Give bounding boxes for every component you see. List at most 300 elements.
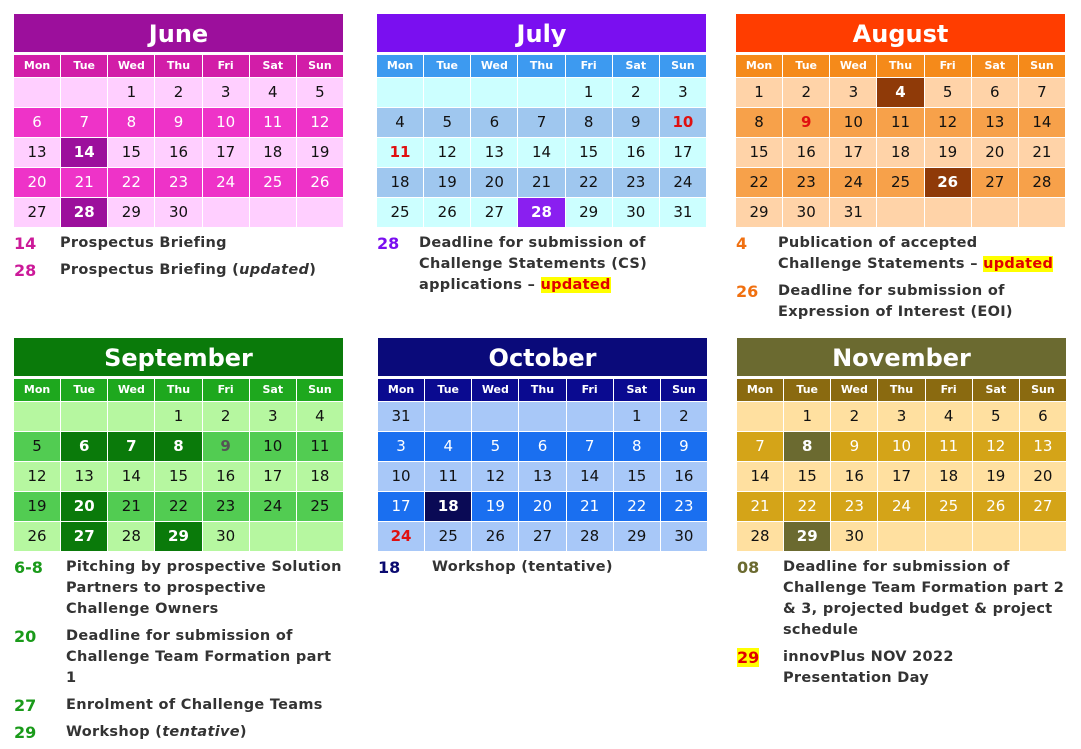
day-cell: 31: [830, 198, 876, 227]
weekday-header: Wed: [472, 379, 518, 401]
day-cell: 26: [14, 522, 60, 551]
day-cell: 12: [925, 108, 971, 137]
day-cell: [250, 198, 296, 227]
note-item: [14, 233, 343, 254]
day-cell: 19: [424, 168, 470, 197]
weekday-header: Wed: [471, 55, 517, 77]
weekday-header: Fri: [567, 379, 613, 401]
day-cell: [297, 522, 343, 551]
day-cell: 23: [613, 168, 659, 197]
day-cell: 16: [155, 138, 201, 167]
day-cell: 10: [660, 108, 706, 137]
month-title: August: [736, 14, 1065, 52]
day-cell: 19: [472, 492, 518, 521]
day-cell: 29: [614, 522, 660, 551]
day-cell: 6: [1020, 402, 1066, 431]
day-cell: 17: [250, 462, 296, 491]
day-cell: 1: [736, 78, 782, 107]
day-cell: 13: [14, 138, 60, 167]
day-cell: 6: [519, 432, 565, 461]
weekday-header: Sun: [1020, 379, 1066, 401]
calendar-grid: [14, 379, 343, 551]
note-date: 4: [736, 234, 748, 253]
day-cell: 7: [567, 432, 613, 461]
day-cell: 8: [108, 108, 154, 137]
day-cell: 30: [831, 522, 877, 551]
day-cell: [377, 78, 423, 107]
day-cell: 24: [878, 492, 924, 521]
day-cell: 16: [203, 462, 249, 491]
month-october: [378, 338, 707, 584]
day-cell: 7: [518, 108, 564, 137]
weekday-header: Sun: [1019, 55, 1065, 77]
note-text: innovPlus NOV 2022 Presentation Day: [783, 649, 954, 686]
weekday-header: Mon: [14, 55, 60, 77]
weekday-header: Fri: [566, 55, 612, 77]
note-text: tentative: [162, 724, 240, 740]
day-cell: 27: [972, 168, 1018, 197]
day-cell: [567, 402, 613, 431]
day-cell: [250, 522, 296, 551]
day-cell: 28: [567, 522, 613, 551]
day-cell: 4: [297, 402, 343, 431]
day-cell: 10: [830, 108, 876, 137]
weekday-header: Wed: [831, 379, 877, 401]
day-cell: 24: [660, 168, 706, 197]
day-cell: 20: [14, 168, 60, 197]
day-cell: 22: [784, 492, 830, 521]
note-item: [377, 233, 706, 296]
day-cell: 28: [61, 198, 107, 227]
weekday-header: Tue: [425, 379, 471, 401]
note-date: 20: [14, 627, 37, 646]
note-date: 14: [14, 234, 37, 253]
day-cell: 21: [108, 492, 154, 521]
day-cell: 24: [250, 492, 296, 521]
day-cell: 5: [424, 108, 470, 137]
day-cell: 14: [737, 462, 783, 491]
day-cell: 10: [203, 108, 249, 137]
day-cell: 2: [613, 78, 659, 107]
day-cell: 17: [878, 462, 924, 491]
day-cell: 2: [203, 402, 249, 431]
day-cell: 9: [783, 108, 829, 137]
weekday-header: Sun: [297, 379, 343, 401]
day-cell: [519, 402, 565, 431]
day-cell: 20: [519, 492, 565, 521]
weekday-header: Wed: [830, 55, 876, 77]
day-cell: 12: [472, 462, 518, 491]
day-cell: 29: [566, 198, 612, 227]
day-cell: 27: [1020, 492, 1066, 521]
note-date: 28: [377, 234, 400, 253]
weekday-header: Fri: [203, 55, 249, 77]
weekday-header: Tue: [783, 55, 829, 77]
day-cell: 16: [661, 462, 707, 491]
note-item: [737, 557, 1066, 641]
month-august: [736, 14, 1065, 329]
calendar-grid: [736, 55, 1065, 227]
day-cell: 16: [613, 138, 659, 167]
day-cell: 2: [783, 78, 829, 107]
day-cell: 11: [377, 138, 423, 167]
day-cell: 5: [973, 402, 1019, 431]
weekday-header: Mon: [737, 379, 783, 401]
day-cell: 10: [250, 432, 296, 461]
weekday-header: Thu: [155, 379, 201, 401]
day-cell: 1: [614, 402, 660, 431]
note-item: [14, 557, 343, 620]
day-cell: 11: [297, 432, 343, 461]
day-cell: 4: [250, 78, 296, 107]
day-cell: 5: [297, 78, 343, 107]
day-cell: 26: [973, 492, 1019, 521]
day-cell: 12: [973, 432, 1019, 461]
day-cell: 4: [877, 78, 923, 107]
calendar-grid: [737, 379, 1066, 551]
note-date: 6-8: [14, 558, 43, 577]
month-notes: [377, 233, 706, 296]
day-cell: 1: [566, 78, 612, 107]
note-date: 08: [737, 558, 760, 577]
day-cell: [14, 78, 60, 107]
weekday-header: Sat: [613, 55, 659, 77]
note-item: [736, 281, 1065, 323]
day-cell: 29: [736, 198, 782, 227]
day-cell: 27: [471, 198, 517, 227]
day-cell: 18: [877, 138, 923, 167]
month-notes: [737, 557, 1066, 689]
day-cell: 23: [661, 492, 707, 521]
weekday-header: Sat: [972, 55, 1018, 77]
weekday-header: Thu: [878, 379, 924, 401]
day-cell: 26: [297, 168, 343, 197]
weekday-header: Thu: [518, 55, 564, 77]
note-item: [736, 233, 1065, 275]
day-cell: 10: [878, 432, 924, 461]
day-cell: 5: [14, 432, 60, 461]
note-item: [14, 626, 343, 689]
note-text: ): [309, 262, 317, 278]
note-date: 29: [737, 648, 760, 667]
weekday-header: Sat: [250, 379, 296, 401]
day-cell: 9: [155, 108, 201, 137]
day-cell: 16: [783, 138, 829, 167]
day-cell: 15: [784, 462, 830, 491]
month-notes: [736, 233, 1065, 323]
note-date: 26: [736, 282, 759, 301]
note-text: updated: [239, 262, 310, 278]
weekday-header: Wed: [108, 55, 154, 77]
weekday-header: Fri: [925, 55, 971, 77]
day-cell: 3: [203, 78, 249, 107]
day-cell: [877, 198, 923, 227]
day-cell: 18: [377, 168, 423, 197]
day-cell: 21: [737, 492, 783, 521]
day-cell: 22: [108, 168, 154, 197]
day-cell: 2: [155, 78, 201, 107]
day-cell: 8: [614, 432, 660, 461]
day-cell: 1: [108, 78, 154, 107]
calendar-grid: [14, 55, 343, 227]
day-cell: 29: [108, 198, 154, 227]
weekday-header: Fri: [926, 379, 972, 401]
day-cell: 18: [297, 462, 343, 491]
day-cell: 11: [425, 462, 471, 491]
note-date: 27: [14, 696, 37, 715]
day-cell: [1020, 522, 1066, 551]
day-cell: 11: [877, 108, 923, 137]
day-cell: 13: [61, 462, 107, 491]
weekday-header: Mon: [14, 379, 60, 401]
day-cell: 14: [1019, 108, 1065, 137]
month-title: September: [14, 338, 343, 376]
note-item: [14, 722, 343, 743]
day-cell: [425, 402, 471, 431]
note-text: Enrolment of Challenge Teams: [66, 697, 323, 713]
calendar-grid: [378, 379, 707, 551]
day-cell: 7: [737, 432, 783, 461]
day-cell: 23: [783, 168, 829, 197]
weekday-header: Thu: [877, 55, 923, 77]
day-cell: 3: [378, 432, 424, 461]
weekday-header: Fri: [203, 379, 249, 401]
month-title: October: [378, 338, 707, 376]
weekday-header: Sun: [661, 379, 707, 401]
day-cell: 14: [61, 138, 107, 167]
day-cell: 27: [519, 522, 565, 551]
day-cell: 6: [471, 108, 517, 137]
day-cell: 8: [784, 432, 830, 461]
day-cell: 15: [108, 138, 154, 167]
day-cell: 9: [203, 432, 249, 461]
note-text: Deadline for submission of Challenge Team Formation part 1: [66, 628, 332, 686]
note-text: ): [239, 724, 247, 740]
day-cell: 30: [155, 198, 201, 227]
month-notes: [14, 557, 343, 743]
month-title: June: [14, 14, 343, 52]
day-cell: 26: [925, 168, 971, 197]
day-cell: 28: [518, 198, 564, 227]
note-text: Deadline for submission of Expression of Interest (EOI): [778, 283, 1013, 320]
day-cell: 11: [926, 432, 972, 461]
day-cell: 6: [972, 78, 1018, 107]
day-cell: 21: [61, 168, 107, 197]
day-cell: 27: [61, 522, 107, 551]
day-cell: 20: [61, 492, 107, 521]
day-cell: 13: [519, 462, 565, 491]
weekday-header: Wed: [108, 379, 154, 401]
day-cell: 14: [567, 462, 613, 491]
note-item: [14, 260, 343, 281]
day-cell: [14, 402, 60, 431]
weekday-header: Tue: [61, 55, 107, 77]
weekday-header: Tue: [784, 379, 830, 401]
day-cell: 22: [614, 492, 660, 521]
month-notes: [378, 557, 707, 578]
day-cell: 12: [424, 138, 470, 167]
day-cell: 20: [1020, 462, 1066, 491]
weekday-header: Mon: [377, 55, 423, 77]
day-cell: 1: [784, 402, 830, 431]
day-cell: [925, 198, 971, 227]
day-cell: [972, 198, 1018, 227]
day-cell: 25: [250, 168, 296, 197]
note-date: 29: [14, 723, 37, 742]
day-cell: 9: [661, 432, 707, 461]
weekday-header: Thu: [519, 379, 565, 401]
day-cell: 6: [14, 108, 60, 137]
day-cell: [297, 198, 343, 227]
day-cell: 4: [425, 432, 471, 461]
month-title: July: [377, 14, 706, 52]
day-cell: 30: [613, 198, 659, 227]
day-cell: 26: [424, 198, 470, 227]
day-cell: 17: [660, 138, 706, 167]
note-item: [378, 557, 707, 578]
day-cell: 20: [471, 168, 517, 197]
note-text: Workshop (tentative): [432, 559, 613, 575]
day-cell: 3: [830, 78, 876, 107]
day-cell: [471, 78, 517, 107]
day-cell: 3: [660, 78, 706, 107]
day-cell: 30: [661, 522, 707, 551]
day-cell: 24: [203, 168, 249, 197]
weekday-header: Tue: [424, 55, 470, 77]
note-item: [14, 695, 343, 716]
note-text: Workshop (: [66, 724, 163, 740]
day-cell: 29: [784, 522, 830, 551]
day-cell: 30: [203, 522, 249, 551]
month-june: [14, 14, 343, 287]
note-text: Prospectus Briefing: [60, 235, 227, 251]
day-cell: 16: [831, 462, 877, 491]
weekday-header: Sat: [973, 379, 1019, 401]
day-cell: 2: [831, 402, 877, 431]
weekday-header: Sat: [250, 55, 296, 77]
day-cell: 23: [155, 168, 201, 197]
day-cell: 13: [1020, 432, 1066, 461]
day-cell: 22: [566, 168, 612, 197]
note-text: Prospectus Briefing (: [60, 262, 240, 278]
day-cell: [926, 522, 972, 551]
day-cell: 25: [297, 492, 343, 521]
note-text: Deadline for submission of Challenge Statements (CS) applications –: [419, 235, 648, 293]
day-cell: 27: [14, 198, 60, 227]
month-september: [14, 338, 343, 749]
updated-badge: updated: [540, 277, 611, 293]
day-cell: 10: [378, 462, 424, 491]
day-cell: 19: [925, 138, 971, 167]
day-cell: 7: [61, 108, 107, 137]
day-cell: 20: [972, 138, 1018, 167]
day-cell: 22: [155, 492, 201, 521]
day-cell: 25: [425, 522, 471, 551]
day-cell: 15: [155, 462, 201, 491]
day-cell: 23: [203, 492, 249, 521]
day-cell: 17: [830, 138, 876, 167]
day-cell: 9: [613, 108, 659, 137]
day-cell: 13: [471, 138, 517, 167]
day-cell: 9: [831, 432, 877, 461]
note-date: 28: [14, 261, 37, 280]
day-cell: 6: [61, 432, 107, 461]
day-cell: [472, 402, 518, 431]
day-cell: 21: [518, 168, 564, 197]
day-cell: [108, 402, 154, 431]
note-text: Deadline for submission of Challenge Team Formation part 2 & 3, projected budget & project schedule: [783, 559, 1065, 638]
day-cell: 5: [472, 432, 518, 461]
day-cell: 17: [378, 492, 424, 521]
day-cell: 2: [661, 402, 707, 431]
day-cell: 24: [378, 522, 424, 551]
day-cell: 18: [926, 462, 972, 491]
day-cell: [973, 522, 1019, 551]
note-date: 18: [378, 558, 401, 577]
note-item: [737, 647, 1066, 689]
day-cell: 17: [203, 138, 249, 167]
day-cell: 7: [1019, 78, 1065, 107]
day-cell: 19: [14, 492, 60, 521]
day-cell: 18: [425, 492, 471, 521]
day-cell: 5: [925, 78, 971, 107]
day-cell: 14: [518, 138, 564, 167]
day-cell: 23: [831, 492, 877, 521]
day-cell: 25: [877, 168, 923, 197]
day-cell: 30: [783, 198, 829, 227]
calendar-grid: [377, 55, 706, 227]
month-title: November: [737, 338, 1066, 376]
day-cell: [1019, 198, 1065, 227]
day-cell: [518, 78, 564, 107]
day-cell: 13: [972, 108, 1018, 137]
weekday-header: Thu: [155, 55, 201, 77]
day-cell: [61, 402, 107, 431]
day-cell: 3: [878, 402, 924, 431]
day-cell: 31: [378, 402, 424, 431]
day-cell: 25: [377, 198, 423, 227]
day-cell: 4: [926, 402, 972, 431]
updated-badge: updated: [983, 256, 1054, 272]
weekday-header: Tue: [61, 379, 107, 401]
day-cell: 18: [250, 138, 296, 167]
day-cell: 12: [14, 462, 60, 491]
day-cell: 1: [155, 402, 201, 431]
weekday-header: Mon: [378, 379, 424, 401]
weekday-header: Mon: [736, 55, 782, 77]
day-cell: 25: [926, 492, 972, 521]
note-text: Pitching by prospective Solution Partners to prospective Challenge Owners: [66, 559, 342, 617]
note-text: Publication of accepted Challenge Statements –: [778, 235, 984, 272]
day-cell: 28: [737, 522, 783, 551]
day-cell: 14: [108, 462, 154, 491]
day-cell: 15: [736, 138, 782, 167]
day-cell: [737, 402, 783, 431]
day-cell: 12: [297, 108, 343, 137]
month-july: [377, 14, 706, 302]
day-cell: 31: [660, 198, 706, 227]
day-cell: 15: [614, 462, 660, 491]
day-cell: 21: [567, 492, 613, 521]
day-cell: [203, 198, 249, 227]
day-cell: 26: [472, 522, 518, 551]
day-cell: 8: [736, 108, 782, 137]
day-cell: 3: [250, 402, 296, 431]
day-cell: 22: [736, 168, 782, 197]
day-cell: 8: [155, 432, 201, 461]
day-cell: [424, 78, 470, 107]
day-cell: 24: [830, 168, 876, 197]
